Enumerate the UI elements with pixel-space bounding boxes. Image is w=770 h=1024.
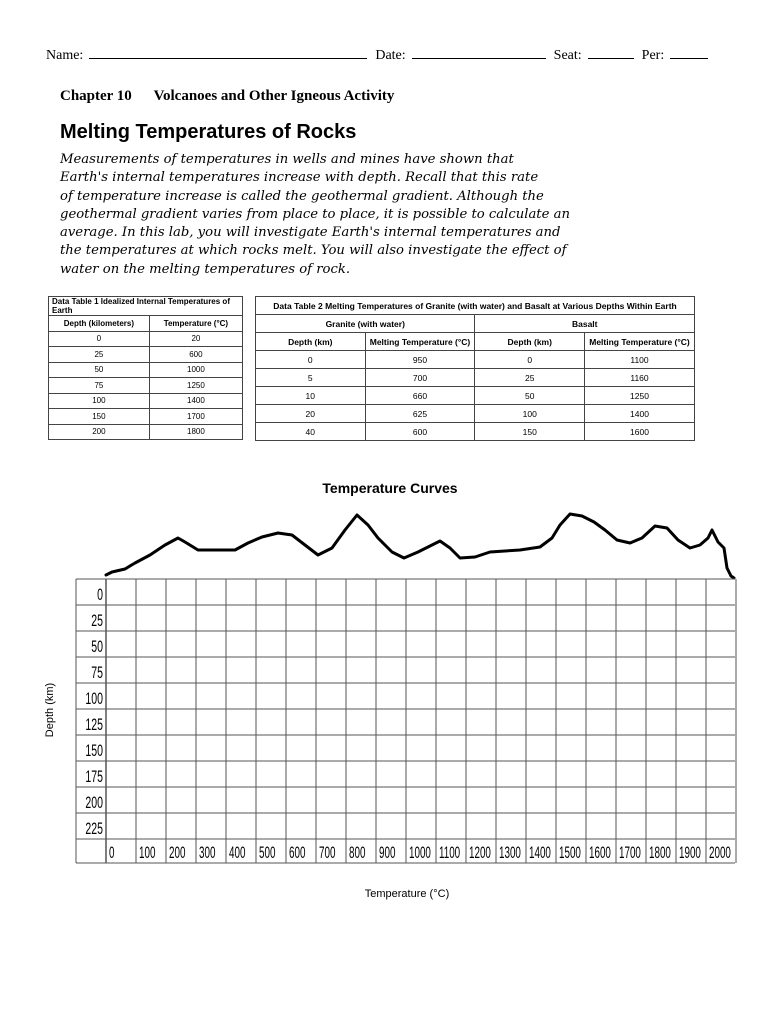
x-tick-label: 1200 (469, 842, 491, 862)
y-tick-label: 25 (91, 610, 103, 630)
table1-row (49, 424, 243, 440)
table1-row (49, 378, 243, 394)
table1-row (49, 393, 243, 409)
table2-header-basalt-depth: Depth (km) (475, 333, 585, 351)
table-cell: 1700 (149, 409, 242, 425)
x-tick-label: 2000 (709, 842, 731, 862)
y-tick-label: 50 (91, 636, 103, 656)
table-cell: 0 (49, 331, 150, 347)
x-tick-label: 1700 (619, 842, 641, 862)
table-cell: 625 (365, 405, 475, 423)
chapter-heading (60, 88, 394, 105)
x-tick-label: 1100 (439, 842, 461, 862)
table-cell: 40 (256, 423, 366, 441)
date-label: Date: (375, 48, 406, 63)
x-tick-label: 1000 (409, 842, 431, 862)
y-tick-label: 75 (91, 662, 103, 682)
date-blank[interactable] (412, 46, 546, 59)
table-cell: 950 (365, 351, 475, 369)
x-tick-label: 1400 (529, 842, 551, 862)
x-tick-label: 200 (169, 842, 186, 862)
table-cell: 75 (49, 378, 150, 394)
table-cell: 1250 (585, 387, 695, 405)
x-tick-label: 300 (199, 842, 216, 862)
table1-caption: Data Table 1 Idealized Internal Temperatures of Earth (49, 297, 243, 316)
intro-line: average. In this lab, you will investigate Earth's internal temperatures and (60, 225, 561, 241)
table-cell: 150 (49, 409, 150, 425)
x-tick-label: 1900 (679, 842, 701, 862)
table2-group-basalt: Basalt (475, 315, 695, 333)
torn-paper-edge (106, 514, 734, 578)
intro-line: water on the melting temperatures of rock. (60, 261, 351, 277)
chart-title: Temperature Curves (322, 480, 458, 496)
x-axis-ticks (109, 842, 731, 862)
table-cell: 600 (149, 347, 242, 363)
table-cell: 50 (49, 362, 150, 378)
x-tick-label: 100 (139, 842, 156, 862)
table2-header-granite-temp: Melting Temperature (°C) (365, 333, 475, 351)
table-cell: 25 (475, 369, 585, 387)
data-table-2 (255, 296, 695, 441)
y-tick-label: 175 (85, 766, 103, 786)
name-label: Name: (46, 48, 84, 63)
per-blank[interactable] (670, 46, 708, 59)
table1-header-temperature: Temperature (°C) (149, 316, 242, 332)
per-label: Per: (641, 48, 665, 63)
table2-caption: Data Table 2 Melting Temperatures of Granite (with water) and Basalt at Various Depths Within Earth (256, 297, 695, 315)
data-table-1 (48, 296, 243, 440)
table2-header-granite-depth: Depth (km) (256, 333, 366, 351)
table-cell: 1600 (585, 423, 695, 441)
table-cell: 100 (49, 393, 150, 409)
x-tick-label: 500 (259, 842, 276, 862)
intro-paragraph (60, 151, 570, 279)
x-tick-label: 900 (379, 842, 396, 862)
x-tick-label: 1800 (649, 842, 671, 862)
x-tick-label: 600 (289, 842, 306, 862)
table-cell: 200 (49, 424, 150, 440)
y-tick-label: 125 (85, 714, 103, 734)
table2-group-granite: Granite (with water) (256, 315, 475, 333)
table1-row (49, 409, 243, 425)
table2-row (256, 423, 695, 441)
table-cell: 5 (256, 369, 366, 387)
table-cell: 600 (365, 423, 475, 441)
table-cell: 1400 (149, 393, 242, 409)
intro-line: of temperature increase is called the geothermal gradient. Although the (60, 188, 544, 204)
table-cell: 150 (475, 423, 585, 441)
table-cell: 1160 (585, 369, 695, 387)
intro-line: the temperatures at which rocks melt. You will also investigate the effect of (60, 243, 567, 259)
temperature-curves-graph (0, 500, 770, 875)
table-cell: 660 (365, 387, 475, 405)
seat-blank[interactable] (588, 46, 634, 59)
x-tick-label: 400 (229, 842, 246, 862)
y-tick-label: 225 (85, 818, 103, 838)
table2-header-basalt-temp: Melting Temperature (°C) (585, 333, 695, 351)
table2-row (256, 369, 695, 387)
table-cell: 25 (49, 347, 150, 363)
page-title: Melting Temperatures of Rocks (60, 121, 357, 143)
table-cell: 1400 (585, 405, 695, 423)
table2-body (256, 351, 695, 441)
table-cell: 20 (256, 405, 366, 423)
table1-body (49, 331, 243, 440)
x-tick-label: 1500 (559, 842, 581, 862)
y-tick-label: 0 (97, 584, 103, 604)
table-cell: 0 (475, 351, 585, 369)
table-cell: 700 (365, 369, 475, 387)
table2-row (256, 351, 695, 369)
chapter-title: Volcanoes and Other Igneous Activity (153, 88, 395, 104)
graph-grid[interactable] (76, 579, 736, 863)
y-axis-ticks (85, 584, 103, 837)
seat-label: Seat: (553, 48, 582, 63)
x-axis-label: Temperature (°C) (364, 888, 450, 900)
y-tick-label: 200 (85, 792, 103, 812)
x-tick-label: 1600 (589, 842, 611, 862)
table1-row (49, 362, 243, 378)
y-axis-label: Depth (km) (44, 682, 56, 738)
x-tick-label: 0 (109, 842, 115, 862)
x-tick-label: 700 (319, 842, 336, 862)
intro-line: Measurements of temperatures in wells and mines have shown that (60, 152, 514, 167)
y-tick-label: 150 (85, 740, 103, 760)
table-cell: 1250 (149, 378, 242, 394)
table-cell: 50 (475, 387, 585, 405)
intro-line: geothermal gradient varies from place to place, it is possible to calculate an (60, 206, 570, 222)
name-blank[interactable] (89, 46, 367, 59)
table1-header-depth: Depth (kilometers) (49, 316, 150, 332)
table1-row (49, 347, 243, 363)
table-cell: 100 (475, 405, 585, 423)
student-info-header (46, 46, 736, 64)
table-cell: 1800 (149, 424, 242, 440)
y-tick-label: 100 (85, 688, 103, 708)
table-cell: 0 (256, 351, 366, 369)
table-cell: 10 (256, 387, 366, 405)
x-tick-label: 800 (349, 842, 366, 862)
chapter-number: Chapter 10 (60, 88, 132, 104)
intro-line: Earth's internal temperatures increase with depth. Recall that this rate (60, 170, 539, 186)
x-tick-label: 1300 (499, 842, 521, 862)
table-cell: 1000 (149, 362, 242, 378)
table1-row (49, 331, 243, 347)
table2-row (256, 405, 695, 423)
table2-row (256, 387, 695, 405)
table-cell: 1100 (585, 351, 695, 369)
table-cell: 20 (149, 331, 242, 347)
